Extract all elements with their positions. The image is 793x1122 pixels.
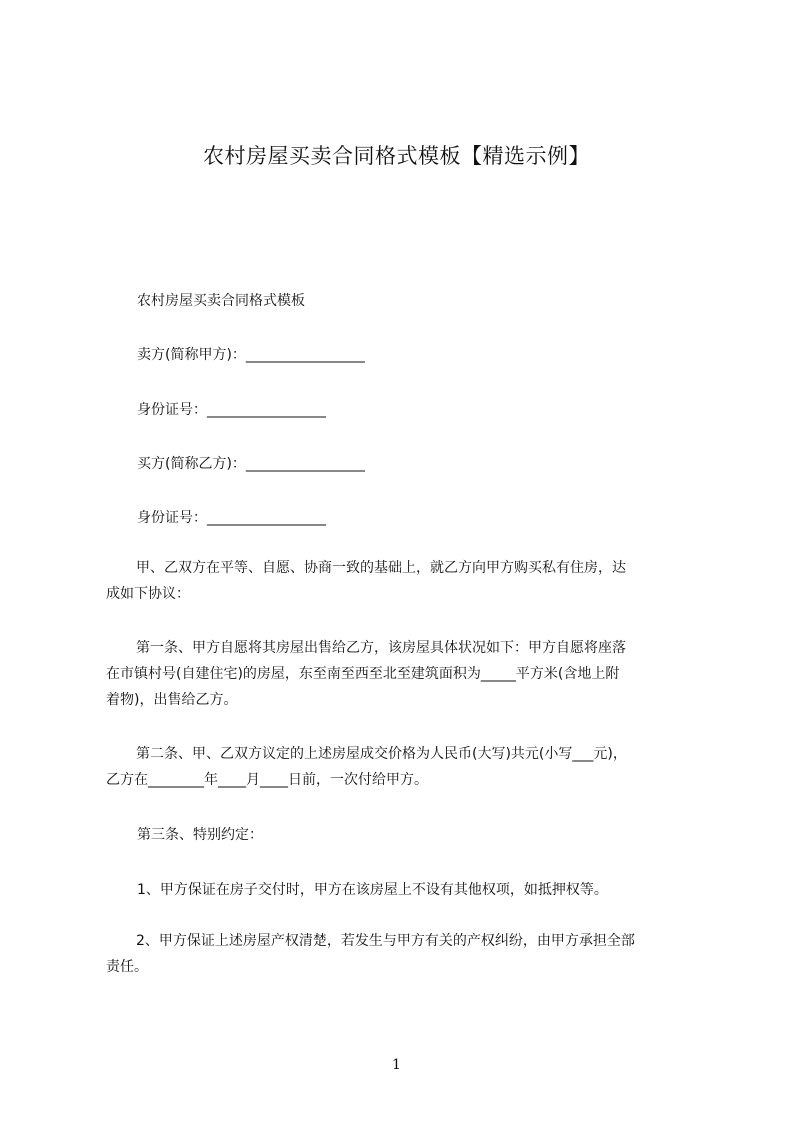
seller-id-field: 身份证号：_________________ [137, 402, 326, 418]
article-3-heading: 第三条、特别约定： [137, 827, 263, 843]
article-1-paragraph [106, 635, 700, 713]
intro-paragraph [106, 555, 700, 607]
article-1-line-1: 第一条、甲方自愿将其房屋出售给乙方，该房屋具体状况如下：甲方自愿将座落 [136, 640, 626, 656]
seller-field: 卖方(简称甲方)：_________________ [137, 347, 365, 363]
article-3-item-2-paragraph [106, 928, 700, 980]
contract-subtitle: 农村房屋买卖合同格式模板 [137, 293, 305, 309]
document-title: 农村房屋买卖合同格式模板【精选示例】 [203, 144, 590, 168]
article-3-item-2-line-2: 责任。 [106, 959, 148, 975]
buyer-field: 买方(简称乙方)：_________________ [137, 456, 365, 472]
article-3-item-2-line-1: 2、甲方保证上述房屋产权清楚，若发生与甲方有关的产权纠纷，由甲方承担全部 [136, 933, 635, 949]
article-2-paragraph [106, 741, 700, 793]
intro-line-2: 成如下协议： [106, 586, 190, 602]
article-1-line-3: 着物)，出售给乙方。 [106, 692, 238, 708]
article-3-item-1: 1、甲方保证在房子交付时，甲方在该房屋上不设有其他权项，如抵押权等。 [137, 882, 608, 898]
article-2-line-2: 乙方在________年____月____日前，一次付给甲方。 [106, 772, 428, 788]
page-number: 1 [392, 1057, 401, 1073]
buyer-id-field: 身份证号：_________________ [137, 510, 326, 526]
intro-line-1: 甲、乙双方在平等、自愿、协商一致的基础上，就乙方向甲方购买私有住房，达 [136, 560, 626, 576]
article-1-line-2: 在市镇村号(自建住宅)的房屋，东至南至西至北至建筑面积为_____平方米(含地上附 [106, 666, 620, 682]
article-2-line-1: 第二条、甲、乙双方议定的上述房屋成交价格为人民币(大写)共元(小写___元)， [136, 746, 627, 762]
